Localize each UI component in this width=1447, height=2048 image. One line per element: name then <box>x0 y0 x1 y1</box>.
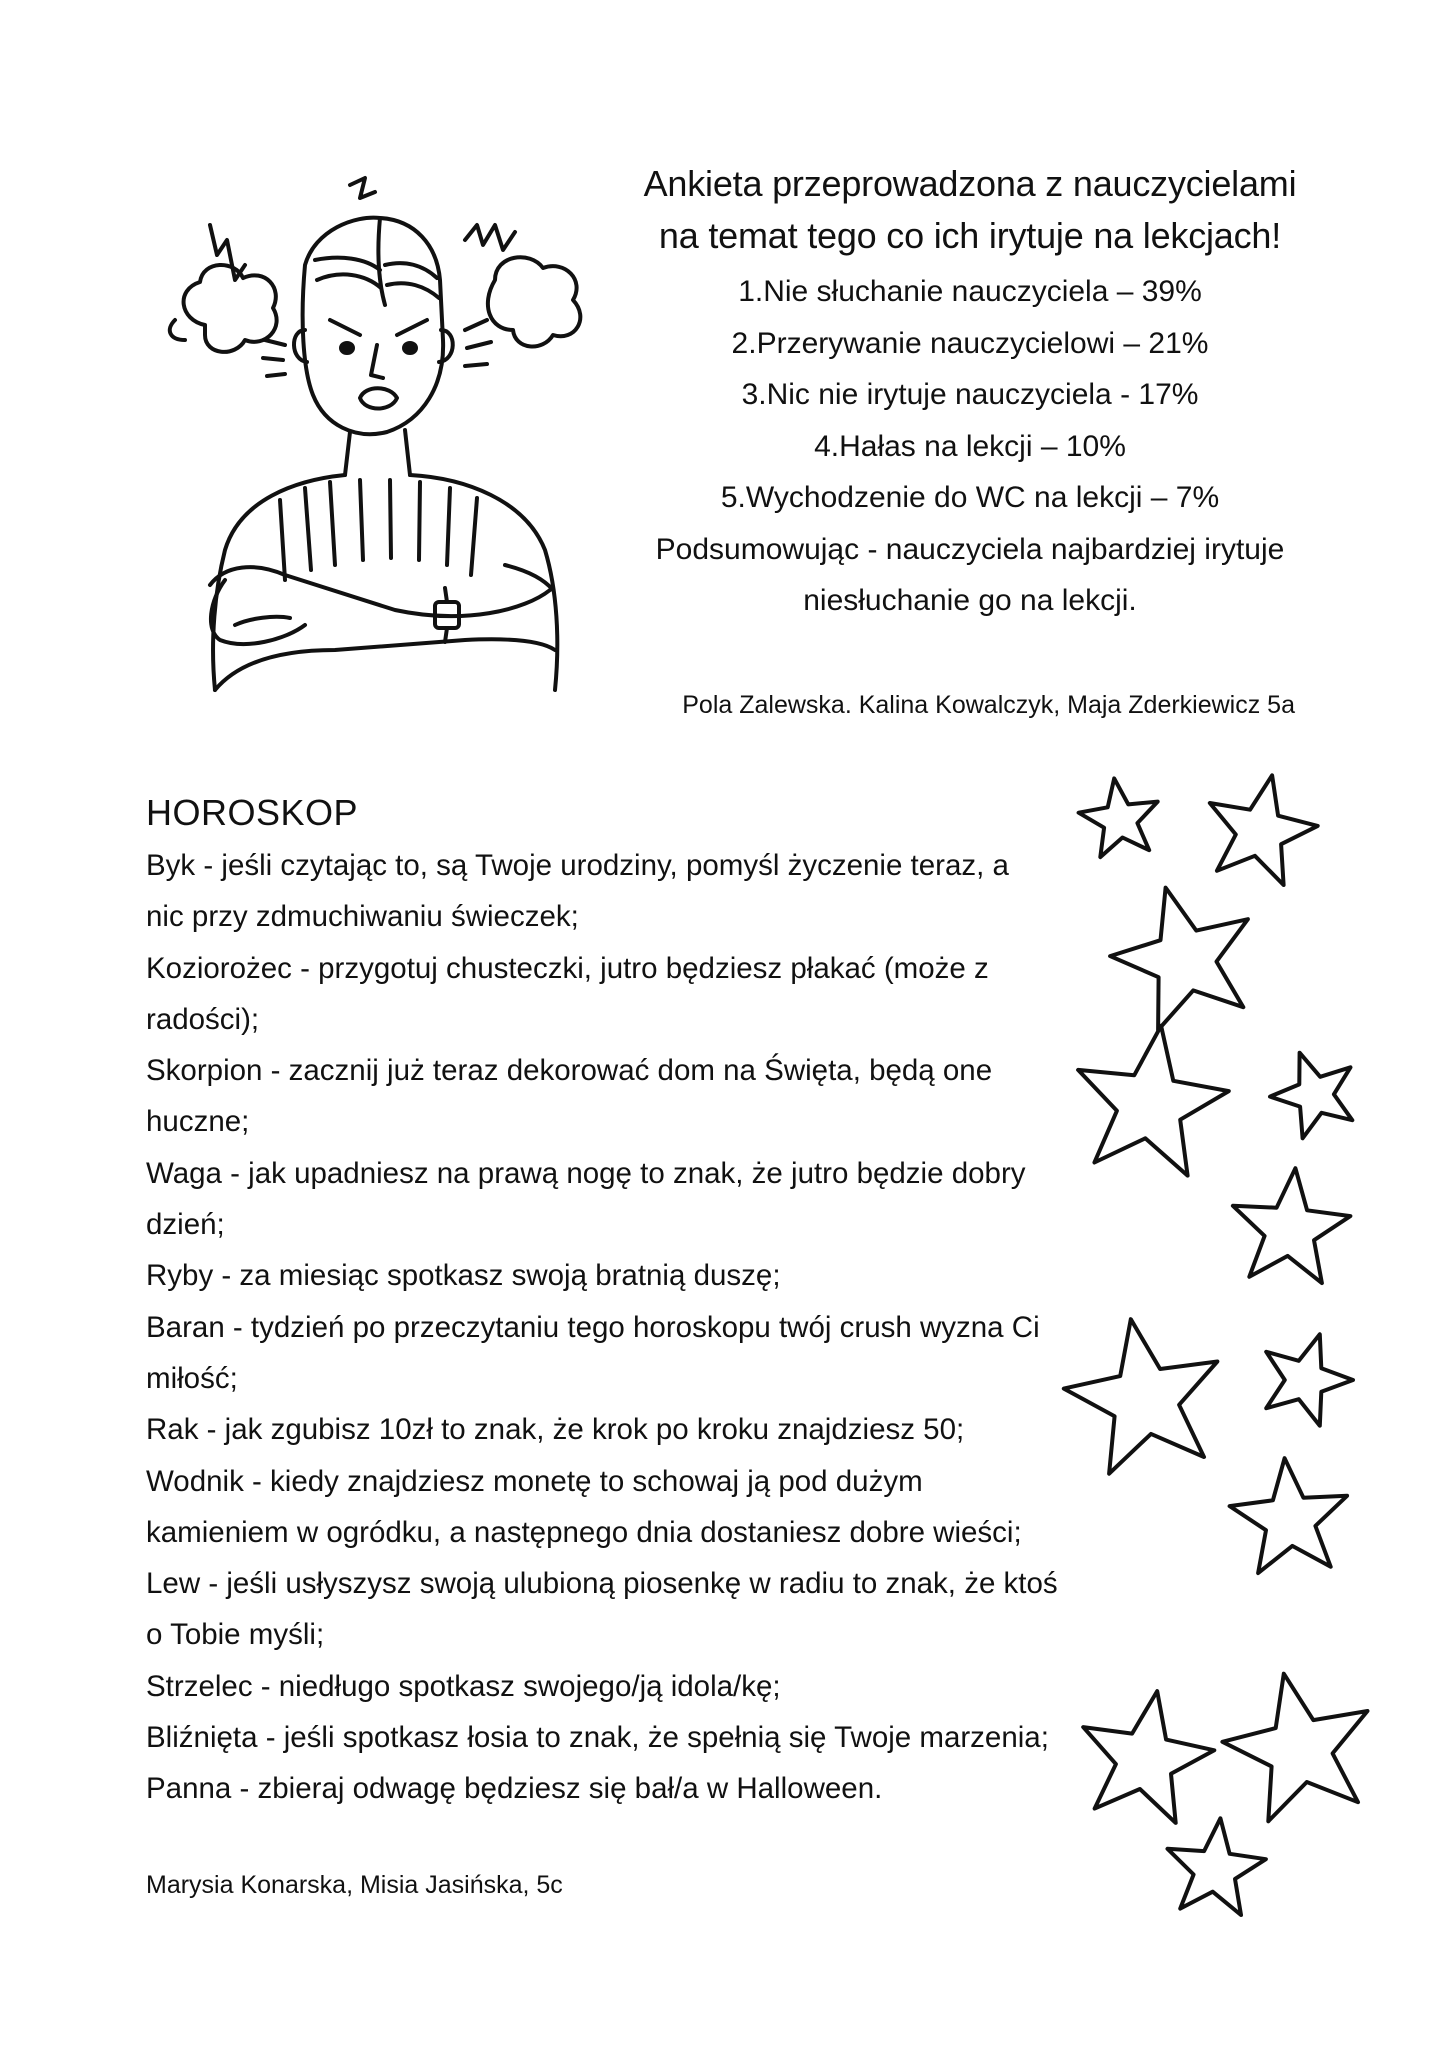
survey-item: 5.Wychodzenie do WC na lekcji – 7% <box>720 481 1220 514</box>
survey-item: 1.Nie słuchanie nauczyciela – 39% <box>738 275 1202 308</box>
hand-drawn-stars <box>1060 760 1430 1940</box>
angry-teacher-illustration <box>165 170 590 715</box>
survey-section <box>615 158 1325 627</box>
horoscope-line: huczne; <box>146 1105 250 1139</box>
star-icon <box>1079 778 1158 857</box>
survey-item: 4.Hałas na lekcji – 10% <box>814 429 1126 463</box>
horoscope-line: Strzelec - niedługo spotkasz swojego/ją idola/kę; <box>146 1669 781 1703</box>
star-icon <box>1168 1818 1266 1915</box>
horoscope-line: dzień; <box>146 1208 225 1242</box>
horoscope-line: Bliźnięta - jeśli spotkasz łosia to znak, że spełnią się Twoje marzenia; <box>146 1721 1049 1755</box>
horoscope-line: nic przy zdmuchiwaniu świeczek; <box>146 900 579 934</box>
horoscope-title: HOROSKOP <box>146 792 359 833</box>
horoscope-line: Panna - zbieraj odwagę będziesz się bał/a w Halloween. <box>146 1772 883 1806</box>
horoscope-line: radości); <box>146 1002 260 1036</box>
horoscope-line: Lew - jeśli usłyszysz swoją ulubioną piosenkę w radiu to znak, że ktoś <box>146 1567 1058 1601</box>
horoscope-list <box>146 840 1106 1815</box>
horoscope-line: Waga - jak upadniesz na prawą nogę to znak, że jutro będzie dobry <box>146 1156 1026 1190</box>
survey-summary <box>615 524 1325 627</box>
survey-title-line2: na temat tego co ich irytuje na lekcjach! <box>658 215 1282 256</box>
horoscope-line: Skorpion - zacznij już teraz dekorować dom na Święta, będą one <box>146 1054 993 1088</box>
star-icon <box>1230 1458 1348 1573</box>
star-icon <box>1110 888 1248 1030</box>
survey-title <box>615 158 1325 262</box>
star-icon <box>1270 1053 1352 1139</box>
horoscope-line: Wodnik - kiedy znajdziesz monetę to schowaj ją pod dużym <box>146 1464 923 1498</box>
star-icon <box>1210 775 1318 885</box>
star-icon <box>1233 1168 1351 1283</box>
survey-item: 2.Przerywanie nauczycielowi – 21% <box>731 326 1209 360</box>
star-icon <box>1064 1319 1218 1474</box>
survey-title-line1: Ankieta przeprowadzona z nauczycielami <box>643 163 1297 204</box>
horoscope-line: Koziorożec - przygotuj chusteczki, jutro będziesz płakać (może z <box>146 951 989 985</box>
survey-authors: Pola Zalewska. Kalina Kowalczyk, Maja Zderkiewicz 5a <box>682 691 1295 719</box>
survey-summary-line2: niesłuchanie go na lekcji. <box>803 584 1137 617</box>
horoscope-line: Rak - jak zgubisz 10zł to znak, że krok po kroku znajdziesz 50; <box>146 1413 965 1447</box>
star-icon <box>1266 1334 1353 1425</box>
star-icon <box>1222 1674 1367 1822</box>
horoscope-authors: Marysia Konarska, Misia Jasińska, 5c <box>146 1871 563 1899</box>
horoscope-line: Ryby - za miesiąc spotkasz swoją bratnią duszę; <box>146 1259 781 1293</box>
survey-summary-line1: Podsumowując - nauczyciela najbardziej irytuje <box>655 532 1285 566</box>
horoscope-line: Byk - jeśli czytając to, są Twoje urodziny, pomyśl życzenie teraz, a <box>146 849 1009 882</box>
horoscope-section <box>146 788 1106 1815</box>
star-icon <box>1083 1691 1214 1823</box>
horoscope-line: o Tobie myśli; <box>146 1618 325 1652</box>
survey-results-list <box>615 266 1325 524</box>
horoscope-line: kamieniem w ogródku, a następnego dnia dostaniesz dobre wieści; <box>146 1515 1022 1549</box>
star-icon <box>1078 1026 1229 1176</box>
survey-item: 3.Nic nie irytuje nauczyciela - 17% <box>741 378 1199 411</box>
horoscope-line: Baran - tydzień po przeczytaniu tego horoskopu twój crush wyzna Ci <box>146 1310 1040 1344</box>
horoscope-line: miłość; <box>146 1361 238 1395</box>
